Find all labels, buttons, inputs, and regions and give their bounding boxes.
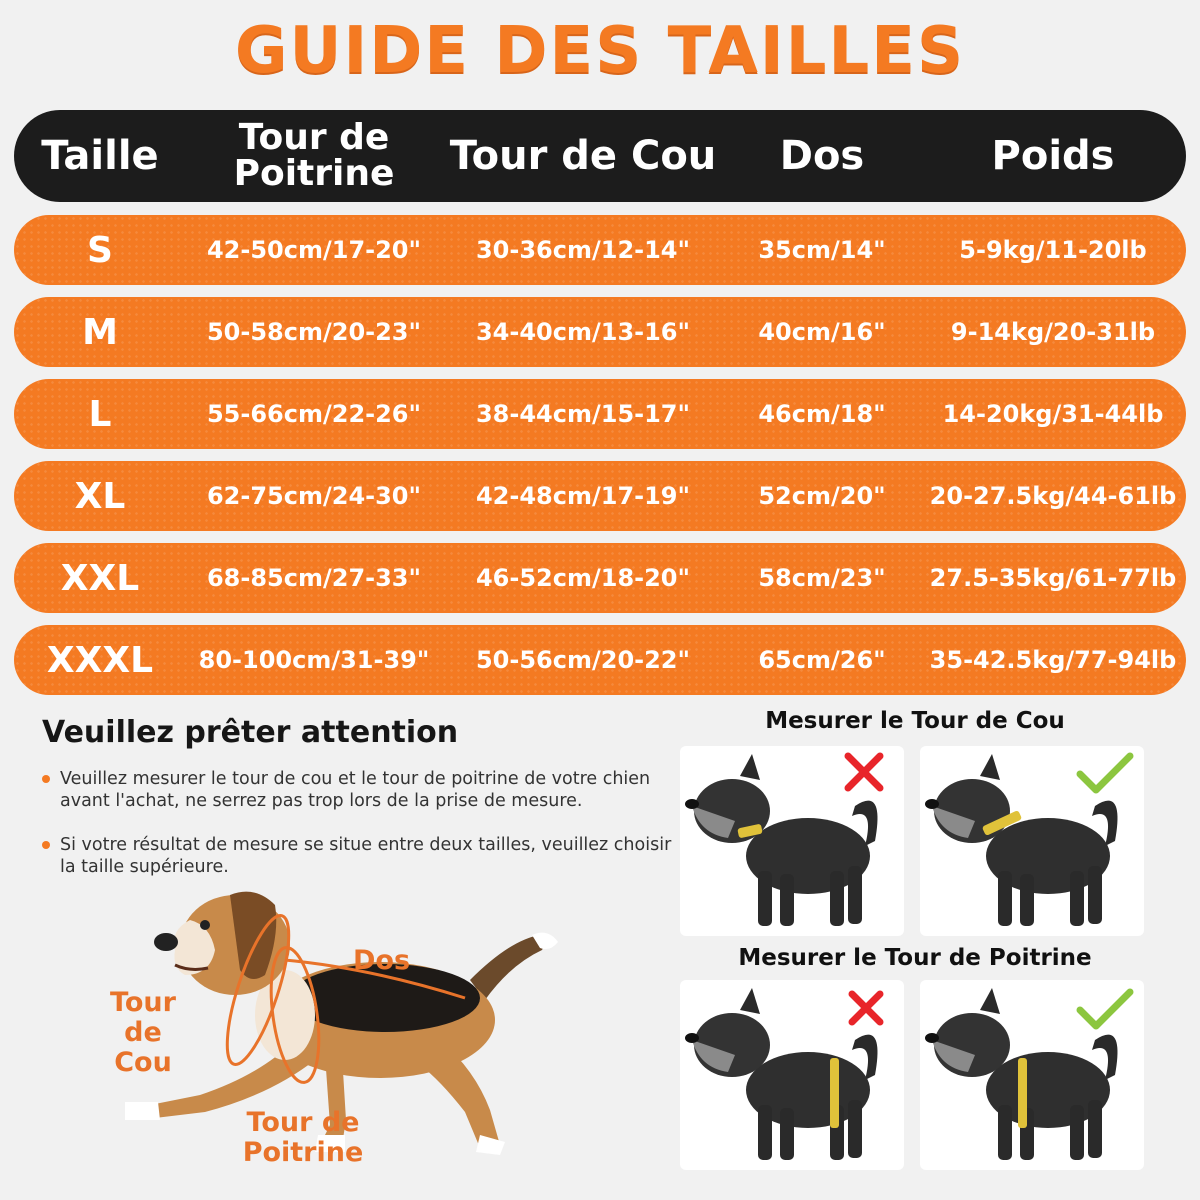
bullet-dot-icon bbox=[42, 841, 50, 849]
weight-cell: 14-20kg/31-44lb bbox=[942, 400, 1164, 428]
label-neck: Tour de Cou bbox=[110, 987, 176, 1078]
size-cell: XL bbox=[74, 475, 126, 517]
notice-bullet-text: Si votre résultat de mesure se situe entre deux tailles, veuillez choisir la taille supérieure. bbox=[60, 835, 672, 877]
back-cell: 65cm/26" bbox=[758, 646, 886, 674]
weight-cell: 9-14kg/20-31lb bbox=[950, 318, 1156, 346]
chest-measure-title: Mesurer le Tour de Poitrine bbox=[738, 945, 1092, 971]
cross-icon bbox=[852, 994, 880, 1022]
weight-cell: 27.5-35kg/61-77lb bbox=[929, 564, 1177, 592]
schnauzer-dog-image bbox=[685, 988, 878, 1160]
label-back: Dos bbox=[353, 945, 411, 976]
weight-cell: 35-42.5kg/77-94lb bbox=[929, 646, 1177, 674]
header-neck: Tour de Cou bbox=[449, 133, 717, 179]
chest-cell: 80-100cm/31-39" bbox=[198, 646, 430, 674]
bullet-dot-icon bbox=[42, 775, 50, 783]
neck-cell: 50-56cm/20-22" bbox=[475, 646, 691, 674]
chest-right-photo bbox=[920, 980, 1144, 1170]
size-cell: L bbox=[88, 393, 112, 435]
size-cell: S bbox=[87, 229, 113, 271]
size-cell: XXL bbox=[60, 557, 140, 599]
chest-cell: 62-75cm/24-30" bbox=[206, 482, 422, 510]
neck-cell: 30-36cm/12-14" bbox=[475, 236, 691, 264]
check-icon bbox=[1080, 756, 1130, 790]
header-size: Taille bbox=[41, 133, 159, 179]
neck-right-photo bbox=[920, 746, 1144, 936]
weight-cell: 5-9kg/11-20lb bbox=[959, 236, 1147, 264]
schnauzer-dog-image bbox=[685, 754, 878, 926]
notice-bullet bbox=[42, 834, 680, 878]
cross-icon bbox=[848, 756, 880, 788]
back-cell: 58cm/23" bbox=[758, 564, 886, 592]
size-cell: XXXL bbox=[46, 639, 154, 681]
table-row bbox=[14, 215, 1186, 285]
chest-cell: 50-58cm/20-23" bbox=[206, 318, 422, 346]
header-chest: Tour de Poitrine bbox=[233, 117, 395, 194]
neck-cell: 38-44cm/15-17" bbox=[475, 400, 691, 428]
back-cell: 46cm/18" bbox=[758, 400, 886, 428]
neck-measure-title: Mesurer le Tour de Cou bbox=[765, 708, 1065, 734]
header-weight: Poids bbox=[991, 133, 1115, 179]
chest-cell: 68-85cm/27-33" bbox=[206, 564, 422, 592]
notice-title: Veuillez prêter attention bbox=[42, 715, 459, 750]
neck-wrong-photo bbox=[680, 746, 904, 936]
back-cell: 35cm/14" bbox=[758, 236, 886, 264]
notice-bullet bbox=[42, 768, 680, 812]
table-row bbox=[14, 297, 1186, 367]
chest-cell: 55-66cm/22-26" bbox=[206, 400, 422, 428]
page-title: GUIDE DES TAILLES bbox=[234, 14, 966, 88]
back-cell: 40cm/16" bbox=[758, 318, 886, 346]
weight-cell: 20-27.5kg/44-61lb bbox=[929, 482, 1177, 510]
neck-cell: 46-52cm/18-20" bbox=[475, 564, 691, 592]
table-row bbox=[14, 461, 1186, 531]
chest-cell: 42-50cm/17-20" bbox=[206, 236, 422, 264]
table-header bbox=[14, 110, 1186, 202]
label-chest: Tour de Poitrine bbox=[242, 1107, 364, 1168]
back-cell: 52cm/20" bbox=[758, 482, 886, 510]
neck-cell: 34-40cm/13-16" bbox=[475, 318, 691, 346]
chest-wrong-photo bbox=[680, 980, 904, 1170]
notice-bullet-text: Veuillez mesurer le tour de cou et le tour de poitrine de votre chien avant l'achat, ne serrez pas trop lors de la prise de mesure. bbox=[60, 769, 651, 811]
table-row bbox=[14, 379, 1186, 449]
table-row bbox=[14, 625, 1186, 695]
header-back: Dos bbox=[779, 133, 865, 179]
size-cell: M bbox=[82, 311, 118, 353]
table-row bbox=[14, 543, 1186, 613]
neck-cell: 42-48cm/17-19" bbox=[475, 482, 691, 510]
check-icon bbox=[1080, 992, 1130, 1026]
